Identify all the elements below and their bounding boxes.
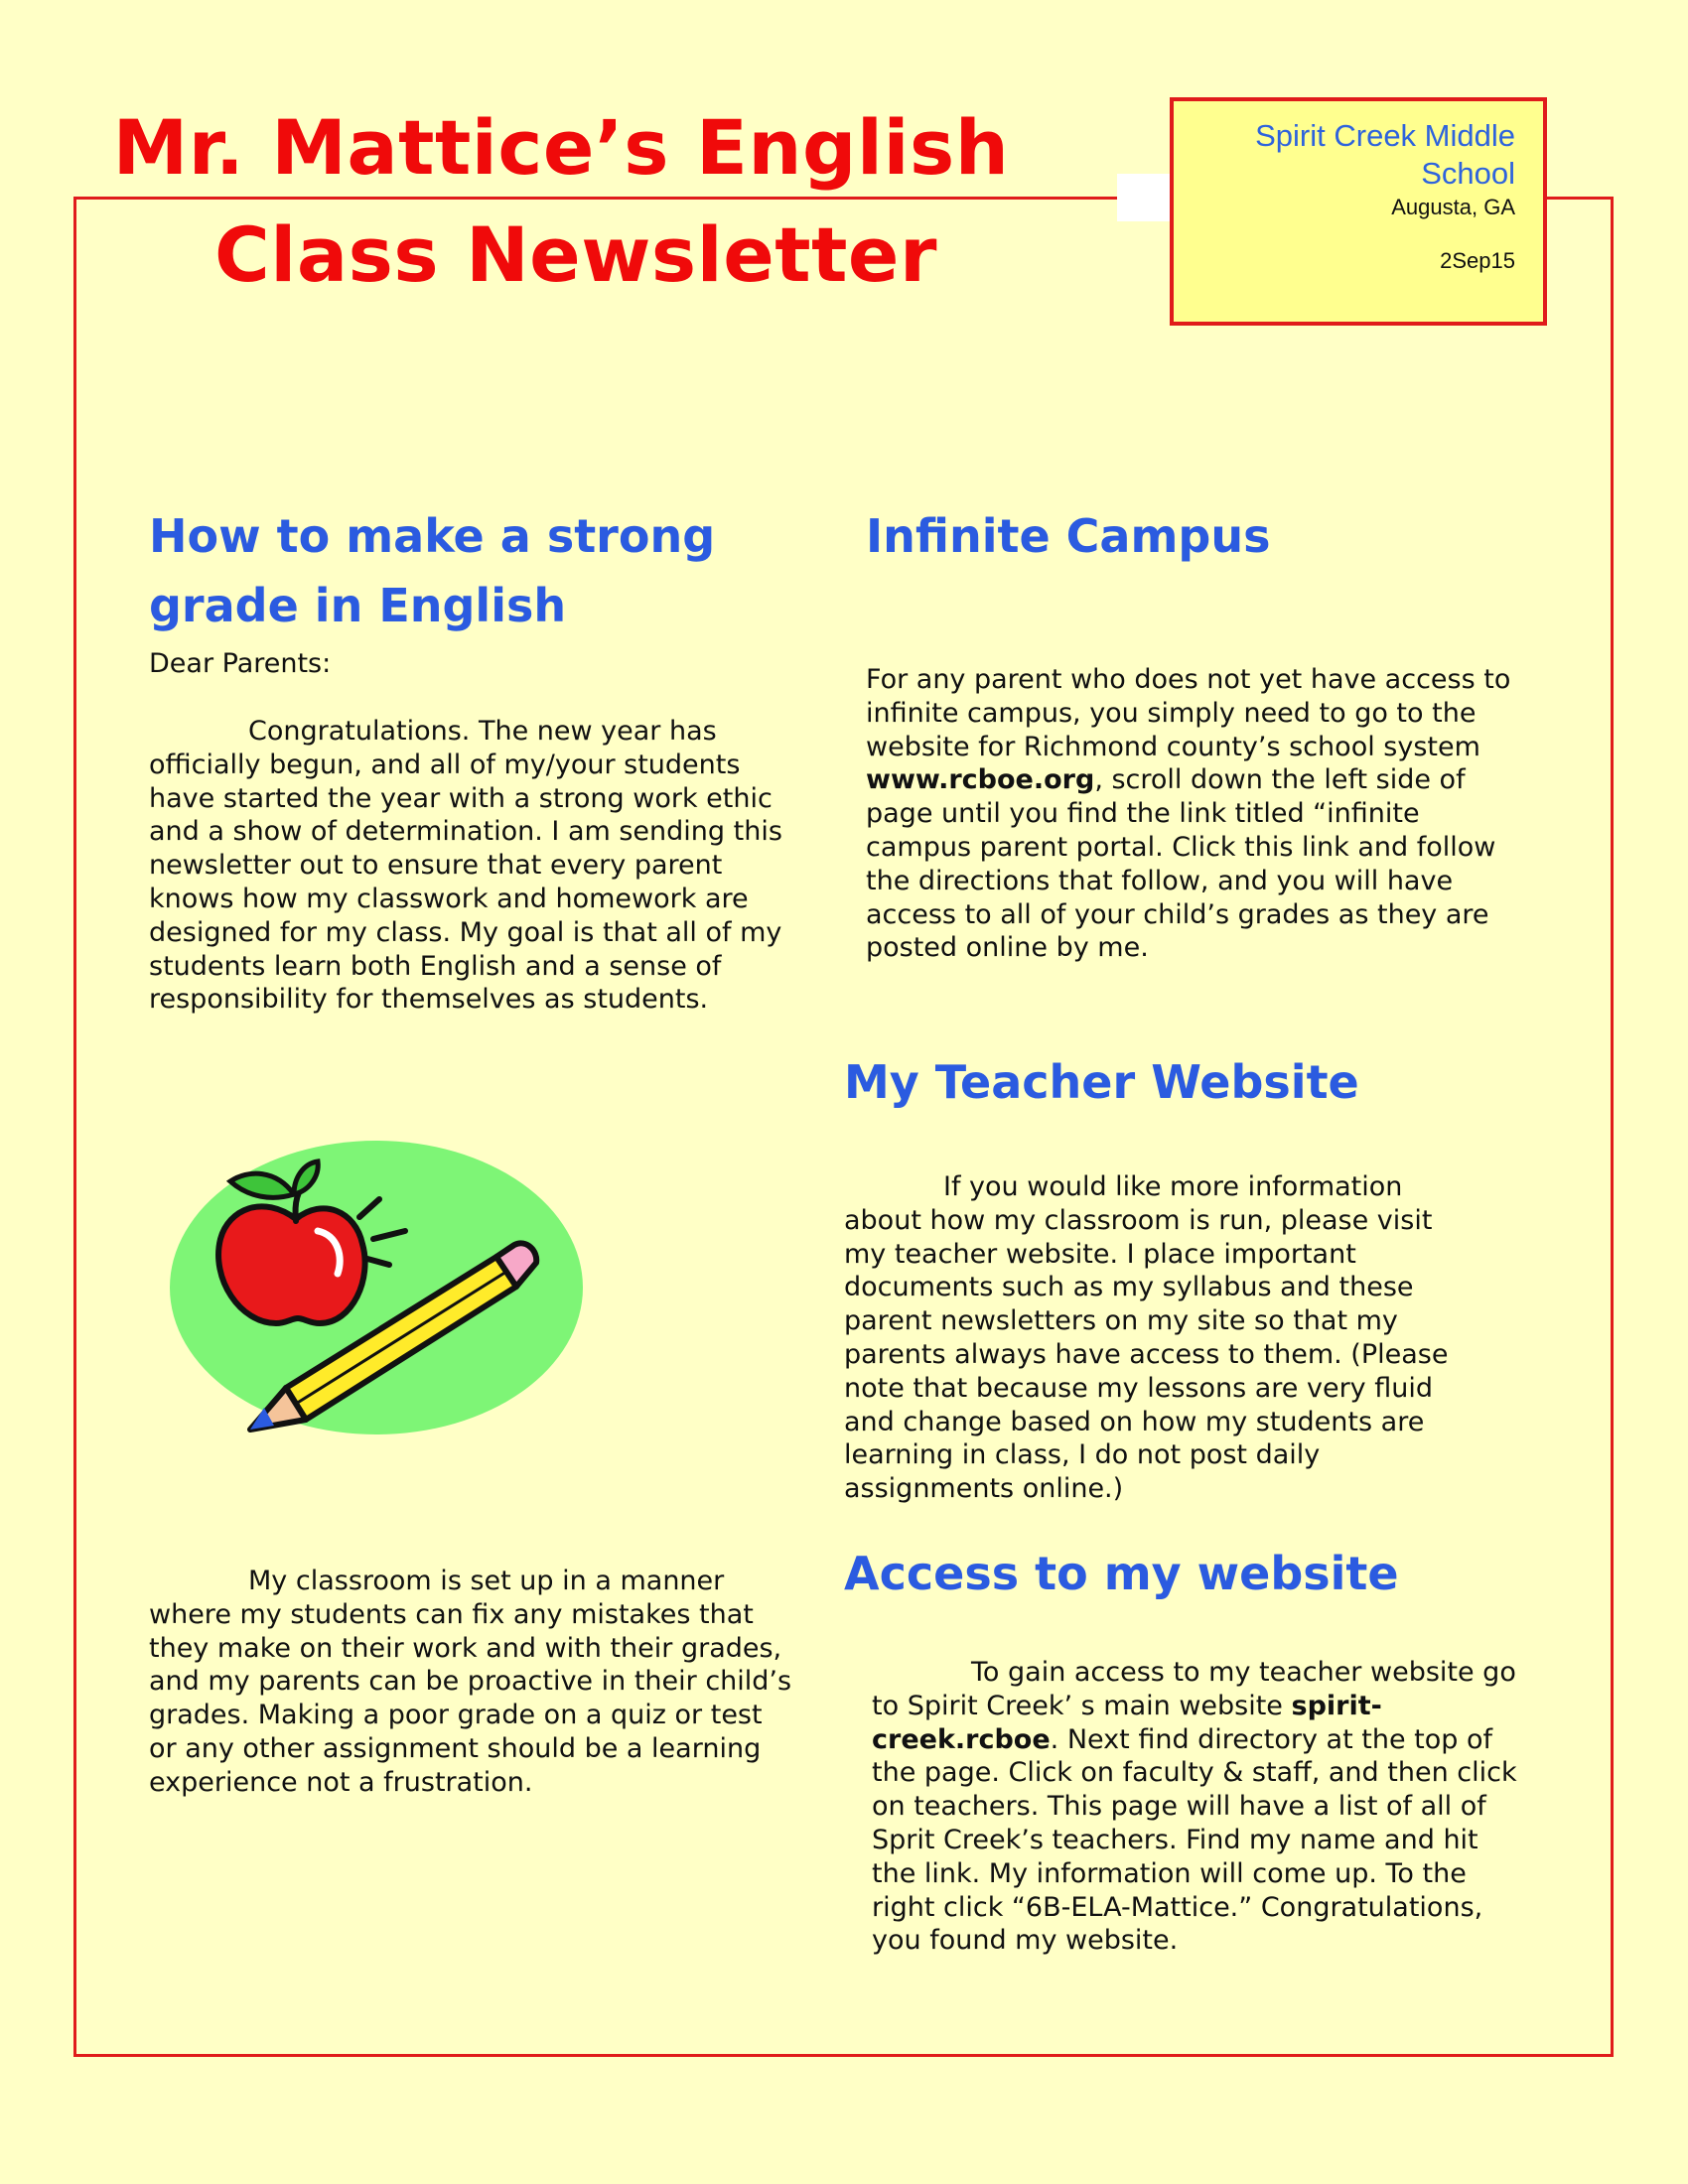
heading-teacher-website: My Teacher Website <box>844 1055 1359 1109</box>
spirit-creek-link: spirit-creek.rcboe <box>872 1690 1382 1755</box>
heading-access-website: Access to my website <box>844 1547 1399 1600</box>
school-info-box <box>1170 97 1547 326</box>
title-line-2: Class Newsletter <box>214 210 937 299</box>
school-name: Spirit Creek Middle School <box>1255 118 1515 191</box>
teacher-website-text: If you would like more information about how my classroom is run, please visit my teacher website. I place important documents such as my syllabus and these parent newsletters on my site so that my parents always have access to them. (Please note that because my lessons are very fluid and change based on how my students are learning in class, I do not post daily assignments online.) <box>844 1171 1449 1505</box>
teacher-website-paragraph <box>844 1170 1479 1506</box>
access-text-2: . Next find directory at the top of the page. Click on faculty & staff, and then click on teachers. This page will have a list of all of Sprit Creek’s teachers. Find my name and hit the link. My information will come up. To the right click “6B-ELA-Mattice.” Congratulations, you found my website. <box>872 1723 1517 1957</box>
access-text-1: To gain access to my teacher website go to Spirit Creek’ s main website <box>872 1657 1516 1721</box>
infinite-campus-text-1: For any parent who does not yet have access to infinite campus, you simply need to go to the website for Richmond county’s school system <box>866 664 1511 762</box>
classroom-paragraph <box>149 1565 794 1800</box>
newsletter-date: 2Sep15 <box>1440 248 1515 273</box>
access-paragraph <box>872 1656 1517 1958</box>
heading-strong-grade: How to make a strong grade in English <box>149 509 716 632</box>
heading-infinite-campus: Infinite Campus <box>866 509 1271 563</box>
school-city: Augusta, GA <box>1391 195 1515 219</box>
classroom-text: My classroom is set up in a manner where my students can fix any mistakes that they make on their work and with their grades, and my parents can be proactive in their child’s grades. Making a poor grade on a quiz or test or any other assignment should be a learning experience not a frustration. <box>149 1566 792 1798</box>
infinite-campus-text-2: , scroll down the left side of page until you find the link titled “infinite campus parent portal. Click this link and follow the directions that follow, and you will have access to all of your child’s grades as they are posted online by me. <box>866 764 1496 964</box>
apple-pencil-clipart <box>169 1140 584 1435</box>
salutation: Dear Parents: <box>149 648 332 679</box>
intro-text: Congratulations. The new year has officially begun, and all of my/your students have started the year with a strong work ethic and a show of determination. I am sending this newsletter out to ensure that every parent knows how my classwork and homework are designed for my class. My goal is that all of my students learn both English and a sense of responsibility for themselves as students. <box>149 716 782 1016</box>
rcboe-link: www.rcboe.org <box>866 764 1095 796</box>
infinite-campus-paragraph <box>866 663 1511 965</box>
intro-paragraph <box>149 715 784 1017</box>
newsletter-title <box>0 94 1122 309</box>
title-line-1: Mr. Mattice’s English <box>112 103 1010 192</box>
title-gap <box>1117 174 1172 221</box>
